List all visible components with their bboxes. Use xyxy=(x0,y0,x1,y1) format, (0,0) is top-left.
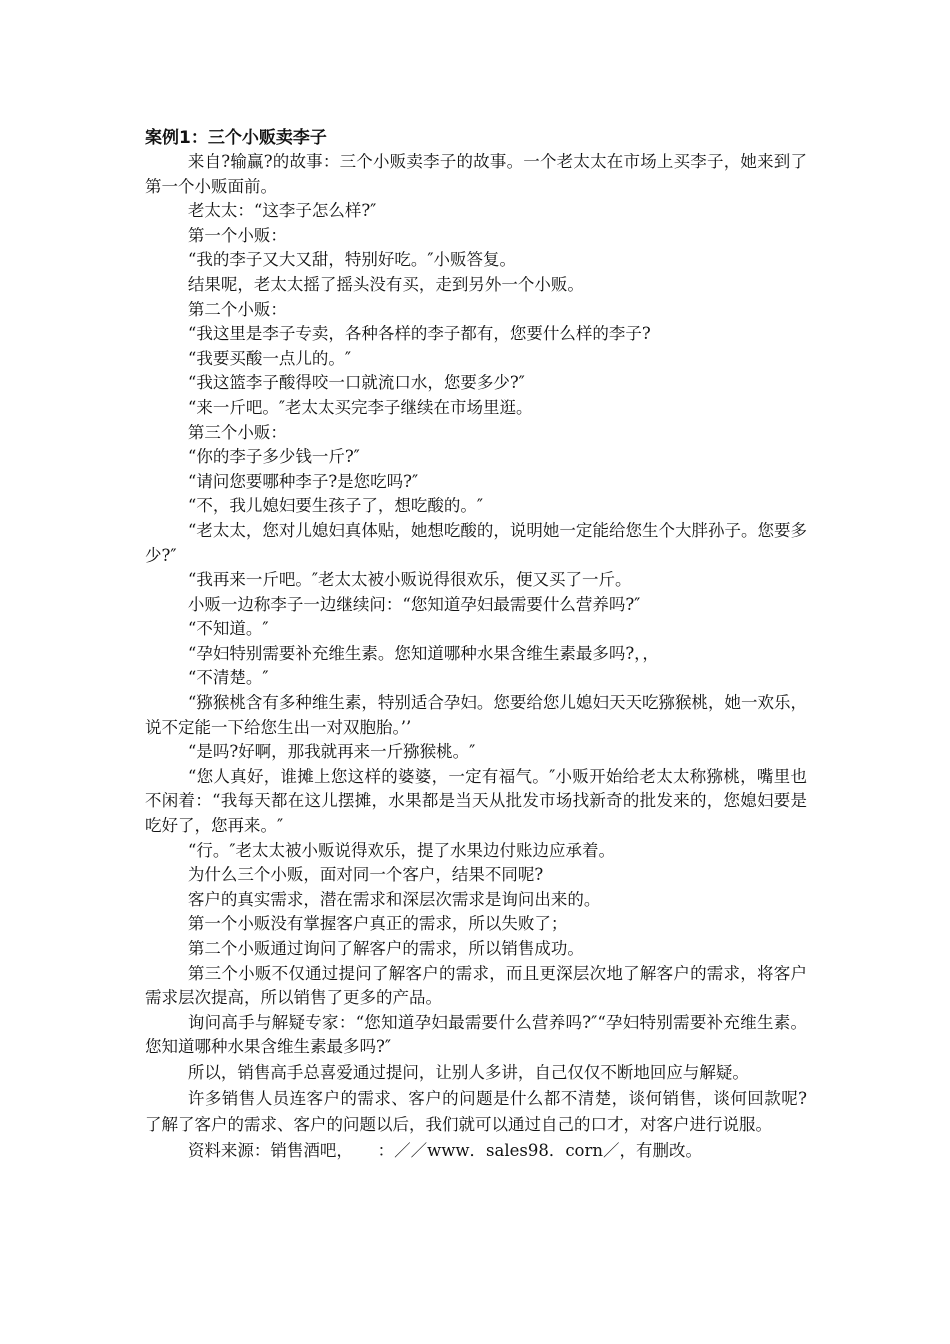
paragraph: 询问高手与解疑专家：“您知道孕妇最需要什么营养吗?″“孕妇特别需要补充维生素。您知道哪种水果含维生素最多吗?″ xyxy=(145,1012,807,1057)
paragraph: 第二个小贩通过询问了解客户的需求，所以销售成功。 xyxy=(187,939,584,958)
paragraph: “我要买酸一点儿的。″ xyxy=(187,348,351,368)
paragraph: “不，我儿媳妇要生孩子了，想吃酸的。″ xyxy=(187,496,483,516)
paragraph: 客户的真实需求，潜在需求和深层次需求是询问出来的。 xyxy=(187,889,601,909)
paragraph: 第三个小贩不仅通过提问了解客户的需求，而且更深层次地了解客户的需求，将客户需求层次提高，所以销售了更多的产品。 xyxy=(145,963,807,1008)
paragraph: “我的李子又大又甜，特别好吃。″小贩答复。 xyxy=(187,250,516,270)
paragraph: “行。″老太太被小贩说得欢乐，提了水果边付账边应承着。 xyxy=(187,840,615,860)
paragraph: “你的李子多少钱一斤?″ xyxy=(187,447,360,467)
paragraph: “孕妇特别需要补充维生素。您知道哪种水果含维生素最多吗?，， xyxy=(187,643,659,663)
paragraph: 第一个小贩： xyxy=(187,225,287,245)
paragraph: 小贩一边称李子一边继续问：“您知道孕妇最需要什么营养吗?″ xyxy=(187,594,641,614)
paragraph: 第三个小贩： xyxy=(187,422,287,442)
paragraph: “您人真好，谁摊上您这样的婆婆，一定有福气。″小贩开始给老太太称猕桃，嘴里也不闲着：“我每天都在这儿摆摊，水果都是当天从批发市场找新奇的批发来的，您媳妇要是吃好了，您再来。″ xyxy=(145,766,807,836)
paragraph: “不知道。″ xyxy=(187,619,269,639)
paragraph: 老太太：“这李子怎么样?″ xyxy=(187,201,377,221)
case-title: 案例1：三个小贩卖李子 xyxy=(145,128,327,148)
document-page xyxy=(145,126,807,1164)
paragraph: “是吗?好啊，那我就再来一斤猕猴桃。″ xyxy=(187,742,476,762)
paragraph: 来自?输赢?的故事：三个小贩卖李子的故事。一个老太太在市场上买李子，她来到了第一个小贩面前。 xyxy=(145,152,807,196)
paragraph: “我这里是李子专卖，各种各样的李子都有，您要什么样的李子? xyxy=(187,324,651,344)
paragraph: “我这篮李子酸得咬一口就流口水，您要多少?″ xyxy=(187,373,525,393)
paragraph: “请问您要哪种李子?是您吃吗?″ xyxy=(187,471,419,491)
paragraph: 第二个小贩： xyxy=(187,299,287,319)
paragraph: 结果呢，老太太摇了摇头没有买，走到另外一个小贩。 xyxy=(187,274,584,294)
paragraph: 为什么三个小贩，面对同一个客户，结果不同呢? xyxy=(187,865,544,885)
paragraph: “猕猴桃含有多种维生素，特别适合孕妇。您要给您儿媳妇天天吃猕猴桃，她一欢乐，说不定能一下给您生出一对双胞胎。’’ xyxy=(145,693,807,737)
paragraph: “不清楚。″ xyxy=(187,668,269,688)
paragraph: 许多销售人员连客户的需求、客户的问题是什么都不清楚，谈何销售，谈何回款呢?了解了客户的需求、客户的问题以后，我们就可以通过自己的口才，对客户进行说服。 xyxy=(145,1088,807,1134)
paragraph: “来一斤吧。″老太太买完李子继续在市场里逛。 xyxy=(187,397,533,417)
paragraph: “老太太，您对儿媳妇真体贴，她想吃酸的，说明她一定能给您生个大胖孙子。您要多少?″ xyxy=(145,520,807,565)
paragraph: “我再来一斤吧。″老太太被小贩说得很欢乐，便又买了一斤。 xyxy=(187,570,632,590)
paragraph: 所以，销售高手总喜爱通过提问，让别人多讲，自己仅仅不断地回应与解疑。 xyxy=(187,1062,749,1082)
source-note: 资料来源：销售酒吧， ：／／www．sales98．corn／，有删改。 xyxy=(187,1140,703,1160)
paragraph: 第一个小贩没有掌握客户真正的需求，所以失败了； xyxy=(187,914,568,934)
